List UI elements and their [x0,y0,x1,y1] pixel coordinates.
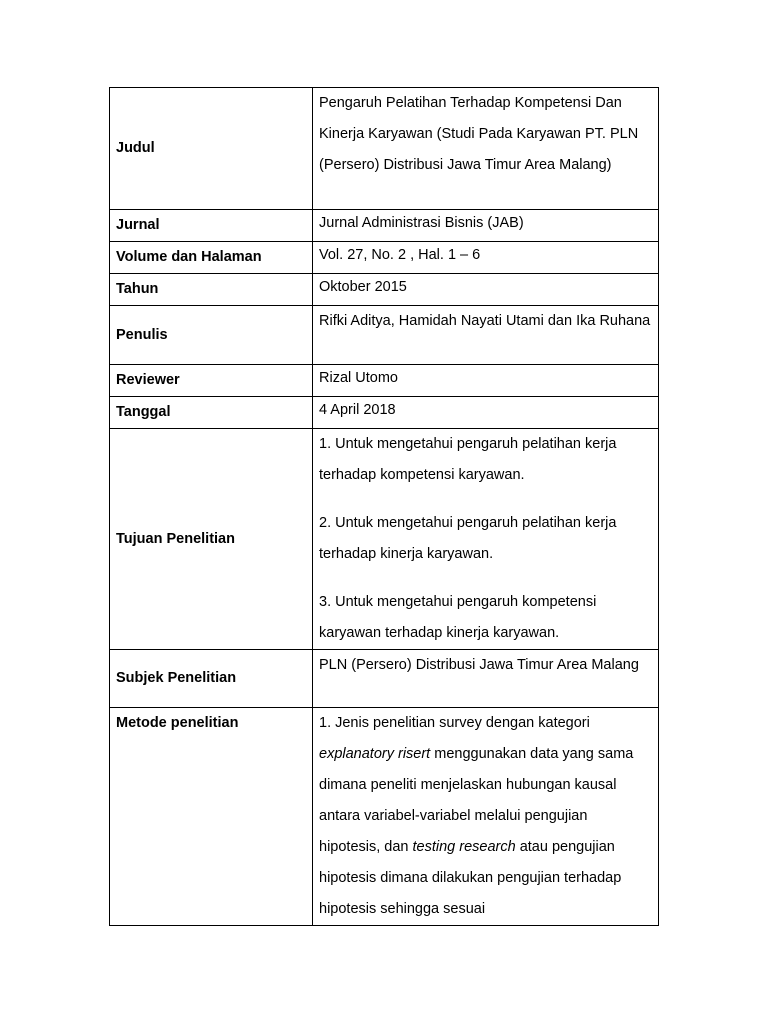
row-judul [110,88,659,210]
metode-text-3: atau pengujian hipotesis dimana dilakukan pengujian terhadap hipotesis sehingga sesuai [319,839,622,917]
row-penulis [110,306,659,365]
review-table [109,87,659,926]
value-reviewer: Rizal Utomo [313,365,659,397]
value-metode [313,708,659,926]
label-volume: Volume dan Halaman [110,242,313,274]
metode-text-1: 1. Jenis penelitian survey dengan kategori [319,715,590,731]
label-tujuan: Tujuan Penelitian [110,429,313,650]
value-volume: Vol. 27, No. 2 , Hal. 1 – 6 [313,242,659,274]
row-tanggal [110,397,659,429]
label-judul: Judul [110,88,313,210]
metode-italic-1: explanatory risert [319,746,431,762]
value-penulis: Rifki Aditya, Hamidah Nayati Utami dan Ika Ruhana [313,306,659,365]
row-tujuan [110,429,659,650]
row-reviewer [110,365,659,397]
row-tahun [110,274,659,306]
value-jurnal: Jurnal Administrasi Bisnis (JAB) [313,210,659,242]
label-penulis: Penulis [110,306,313,365]
value-tanggal: 4 April 2018 [313,397,659,429]
label-reviewer: Reviewer [110,365,313,397]
label-tanggal: Tanggal [110,397,313,429]
tujuan-item-2: 2. Untuk mengetahui pengaruh pelatihan kerja terhadap kinerja karyawan. [319,515,617,562]
label-metode: Metode penelitian [110,708,313,926]
row-subjek [110,650,659,708]
label-tahun: Tahun [110,274,313,306]
metode-italic-2: testing research [412,839,516,855]
row-jurnal [110,210,659,242]
metode-text-2: menggunakan data yang sama dimana peneliti menjelaskan hubungan kausal antara variabel-variabel melalui pengujian hipotesis, dan [319,746,634,855]
value-subjek: PLN (Persero) Distribusi Jawa Timur Area Malang [313,650,659,708]
label-jurnal: Jurnal [110,210,313,242]
row-volume [110,242,659,274]
value-tujuan [313,429,659,650]
tujuan-item-1: 1. Untuk mengetahui pengaruh pelatihan kerja terhadap kompetensi karyawan. [319,436,617,483]
label-subjek: Subjek Penelitian [110,650,313,708]
value-tahun: Oktober 2015 [313,274,659,306]
tujuan-item-3: 3. Untuk mengetahui pengaruh kompetensi karyawan terhadap kinerja karyawan. [319,594,597,641]
value-judul: Pengaruh Pelatihan Terhadap Kompetensi Dan Kinerja Karyawan (Studi Pada Karyawan PT. PLN (Persero) Distribusi Jawa Timur Area Malang) [313,88,659,210]
row-metode [110,708,659,926]
